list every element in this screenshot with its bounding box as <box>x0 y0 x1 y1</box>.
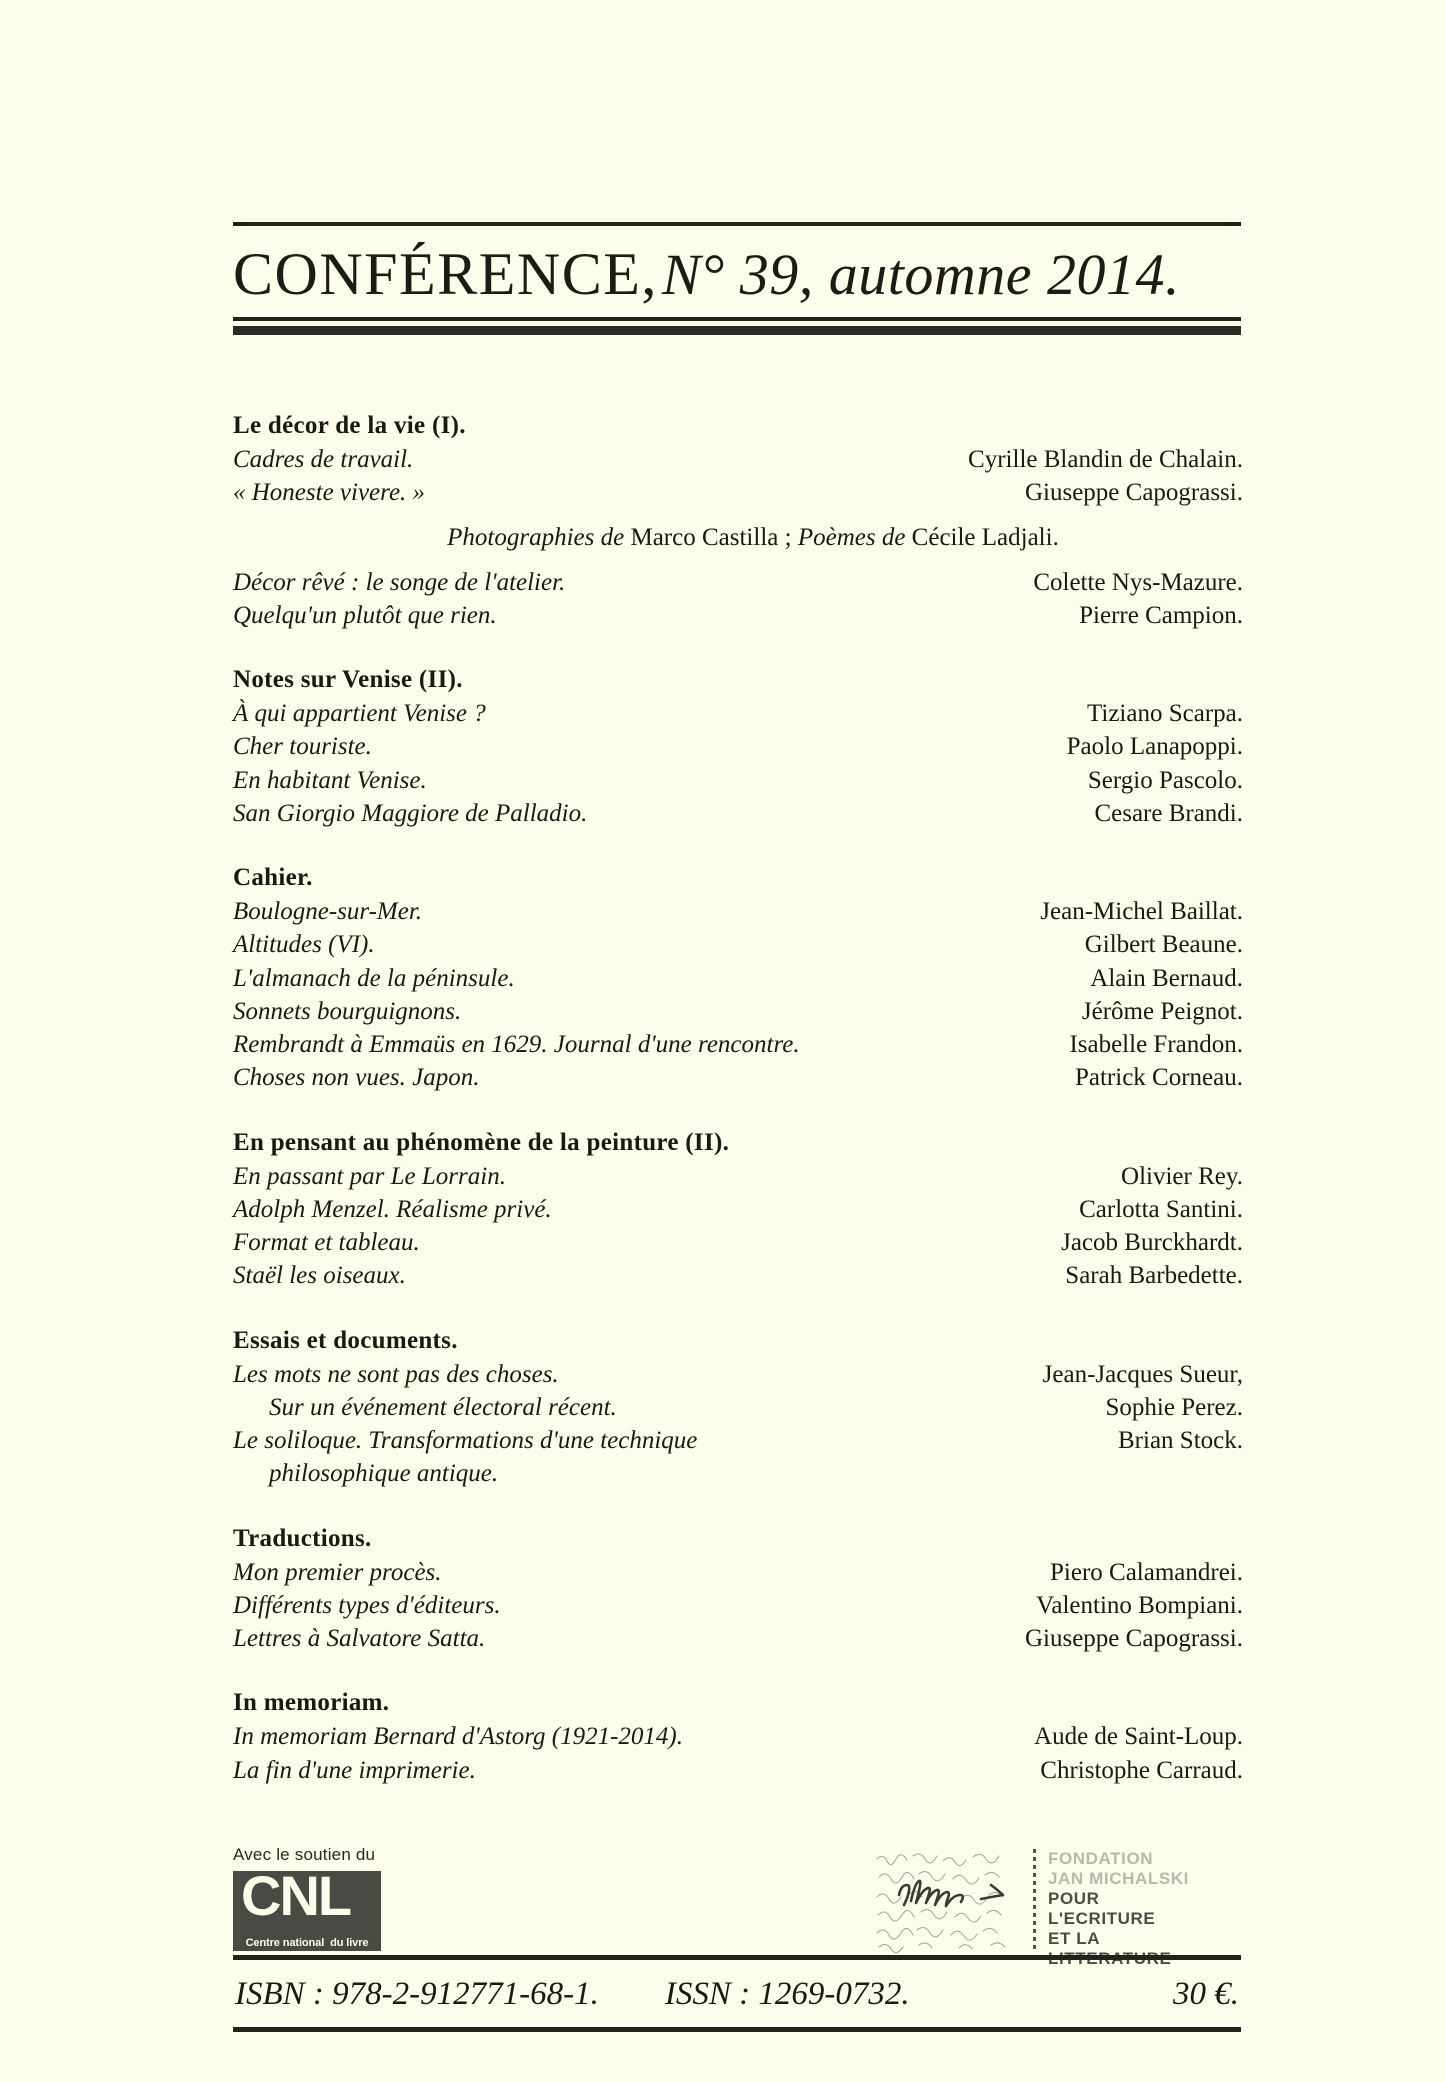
credit-line <box>263 510 1243 566</box>
etla-line: ET LA <box>1048 1929 1101 1949</box>
toc-section <box>233 1525 1243 1656</box>
entry-author: Sarah Barbedette. <box>1065 1262 1243 1290</box>
toc-entry <box>233 1259 1243 1292</box>
entry-author: Jérôme Peignot. <box>1081 997 1243 1025</box>
entry-title: En passant par Le Lorrain. <box>233 1162 506 1190</box>
toc-entry <box>233 962 1243 995</box>
entry-author: Isabelle Frandon. <box>1069 1031 1243 1058</box>
toc-entry <box>233 1622 1243 1655</box>
michalski-logo-group <box>873 1849 1189 1969</box>
toc-section <box>233 1327 1243 1491</box>
entry-author: Tiziano Scarpa. <box>1087 700 1243 727</box>
toc-entry <box>233 1061 1243 1094</box>
entry-title: Rembrandt à Emmaüs en 1629. Journal d'une rencontre. <box>233 1031 800 1058</box>
entry-author: Colette Nys-Mazure. <box>1033 568 1243 596</box>
toc-section <box>233 412 1243 632</box>
cnl-subtitle <box>233 1937 381 1949</box>
entry-author: Jean-Michel Baillat. <box>1040 898 1243 925</box>
entry-title: « Honeste vivere. » <box>233 479 426 507</box>
entry-title: À qui appartient Venise ? <box>233 700 486 727</box>
toc-section <box>233 666 1243 830</box>
toc-section <box>233 1689 1243 1787</box>
entry-title: Différents types d'éditeurs. <box>233 1591 501 1619</box>
toc-entry <box>233 697 1243 730</box>
toc-entry <box>233 1556 1243 1589</box>
footer-rule-bottom <box>233 2027 1241 2032</box>
credit-mid: Poèmes de <box>797 523 906 551</box>
entry-title: La fin d'une imprimerie. <box>233 1756 476 1784</box>
cnl-subtitle-left: Centre national <box>245 1937 325 1949</box>
entry-author: Sophie Perez. <box>1105 1393 1243 1421</box>
entry-title: En habitant Venise. <box>233 766 427 794</box>
entry-author: Gilbert Beaune. <box>1084 931 1243 959</box>
toc-entry <box>233 1589 1243 1622</box>
section-heading: Le décor de la vie (I). <box>233 412 466 439</box>
toc-entry <box>233 1160 1243 1193</box>
support-caption: Avec le soutien du <box>233 1845 376 1864</box>
entry-author: Sergio Pascolo. <box>1087 766 1243 794</box>
toc-entry <box>233 797 1243 830</box>
logos-row <box>233 1845 1241 1960</box>
cnl-logo-group <box>233 1845 381 1951</box>
issue-info: N° 39, automne 2014. <box>661 242 1180 307</box>
entry-author: Olivier Rey. <box>1121 1162 1243 1190</box>
entry-author: Brian Stock. <box>1118 1427 1243 1454</box>
entry-author: Jean-Jacques Sueur, <box>1042 1360 1243 1388</box>
entry-author: Cyrille Blandin de Chalain. <box>968 446 1243 473</box>
entry-author: Aude de Saint-Loup. <box>1034 1723 1243 1751</box>
entry-title: Mon premier procès. <box>233 1558 442 1586</box>
entry-title: Sur un événement électoral récent. <box>269 1393 617 1421</box>
entry-title: San Giorgio Maggiore de Palladio. <box>233 799 588 827</box>
section-heading: Traductions. <box>233 1524 372 1552</box>
credit-prefix: Photographies de <box>447 523 625 551</box>
footer-identifiers <box>233 1960 1241 2027</box>
title-block <box>233 222 1241 335</box>
credit-separator: ; <box>778 523 798 551</box>
toc-entry <box>233 764 1243 797</box>
isbn-value: ISBN : 978-2-912771-68-1. <box>235 1976 599 2012</box>
entry-title: Quelqu'un plutôt que rien. <box>233 601 497 629</box>
toc-entry <box>233 1193 1243 1226</box>
toc-entry <box>233 1720 1243 1753</box>
journal-name: CONFÉRENCE, <box>233 241 658 307</box>
entry-author: Cesare Brandi. <box>1094 799 1243 827</box>
toc-entry <box>233 730 1243 763</box>
price-value: 30 €. <box>1173 1976 1239 2012</box>
jan-michalski-line: JAN MICHALSKI <box>1048 1869 1189 1889</box>
entry-title: philosophique antique. <box>269 1460 499 1488</box>
entry-title: Boulogne-sur-Mer. <box>233 898 423 925</box>
page-title <box>233 226 1241 317</box>
entry-author: Paolo Lanapoppi. <box>1066 733 1243 761</box>
entry-author: Giuseppe Capograssi. <box>1024 1625 1243 1652</box>
entry-title: Sonnets bourguignons. <box>233 997 462 1025</box>
pour-line: POUR <box>1048 1889 1100 1909</box>
toc-entry <box>233 476 1243 509</box>
entry-author: Patrick Corneau. <box>1074 1064 1243 1092</box>
toc-entry <box>233 1358 1243 1391</box>
toc-entry <box>233 599 1243 632</box>
credit-poet: Cécile Ladjali. <box>911 523 1059 551</box>
entry-title: Altitudes (VI). <box>233 931 375 959</box>
entry-title: Le soliloque. Transformations d'une technique <box>233 1427 698 1454</box>
credit-photographer: Marco Castilla <box>630 523 779 551</box>
toc-entry <box>233 1226 1243 1259</box>
entry-author: Valentino Bompiani. <box>1036 1591 1243 1619</box>
cnl-logo <box>233 1871 381 1951</box>
title-rule-bottom <box>233 326 1241 335</box>
entry-author: Alain Bernaud. <box>1090 964 1243 992</box>
michalski-wordmark <box>1048 1849 1189 1969</box>
entry-title: In memoriam Bernard d'Astorg (1921-2014). <box>233 1723 683 1751</box>
entry-title: L'almanach de la péninsule. <box>233 964 515 992</box>
entry-title: Choses non vues. Japon. <box>233 1064 480 1092</box>
cnl-letters: CNL <box>241 1871 351 1927</box>
toc-entry <box>233 1391 1243 1424</box>
toc-entry <box>233 1424 1243 1457</box>
entry-title: Staël les oiseaux. <box>233 1262 406 1290</box>
toc-entry <box>233 566 1243 599</box>
ecriture-line: L'ECRITURE <box>1048 1909 1156 1929</box>
entry-title: Décor rêvé : le songe de l'atelier. <box>233 568 566 596</box>
entry-author: Jacob Burckhardt. <box>1061 1229 1243 1256</box>
entry-author: Pierre Campion. <box>1079 601 1243 629</box>
toc-section <box>233 1129 1243 1293</box>
entry-title: Format et tableau. <box>233 1229 420 1256</box>
cnl-subtitle-right: du livre <box>330 1937 369 1949</box>
entry-author: Christophe Carraud. <box>1040 1756 1243 1784</box>
entry-author: Piero Calamandrei. <box>1050 1558 1243 1586</box>
handwriting-pattern-icon <box>873 1849 1021 1953</box>
entry-author: Carlotta Santini. <box>1079 1195 1243 1223</box>
section-heading: En pensant au phénomène de la peinture (II). <box>233 1128 730 1156</box>
entry-title: Cher touriste. <box>233 733 372 761</box>
entry-title: Les mots ne sont pas des choses. <box>233 1360 559 1388</box>
section-heading: Notes sur Venise (II). <box>233 666 463 693</box>
issn-value: ISSN : 1269-0732. <box>664 1976 910 2012</box>
toc-entry <box>233 995 1243 1028</box>
section-heading: Cahier. <box>233 864 313 891</box>
toc-section <box>233 864 1243 1095</box>
toc-entry <box>233 443 1243 476</box>
toc-entry <box>233 928 1243 961</box>
footer-block <box>233 1955 1241 2032</box>
section-heading: Essais et documents. <box>233 1326 458 1354</box>
entry-title: Lettres à Salvatore Satta. <box>233 1625 486 1652</box>
toc-entry <box>233 895 1243 928</box>
toc-entry <box>233 1457 1243 1490</box>
section-heading: In memoriam. <box>233 1689 390 1717</box>
fondation-line: FONDATION <box>1048 1849 1154 1868</box>
toc-entry <box>233 1028 1243 1061</box>
table-of-contents <box>233 412 1243 1787</box>
entry-title: Cadres de travail. <box>233 446 414 473</box>
logo-divider <box>1033 1849 1036 1949</box>
entry-author: Giuseppe Capograssi. <box>1024 479 1243 507</box>
toc-entry <box>233 1754 1243 1787</box>
entry-title: Adolph Menzel. Réalisme privé. <box>233 1195 552 1223</box>
